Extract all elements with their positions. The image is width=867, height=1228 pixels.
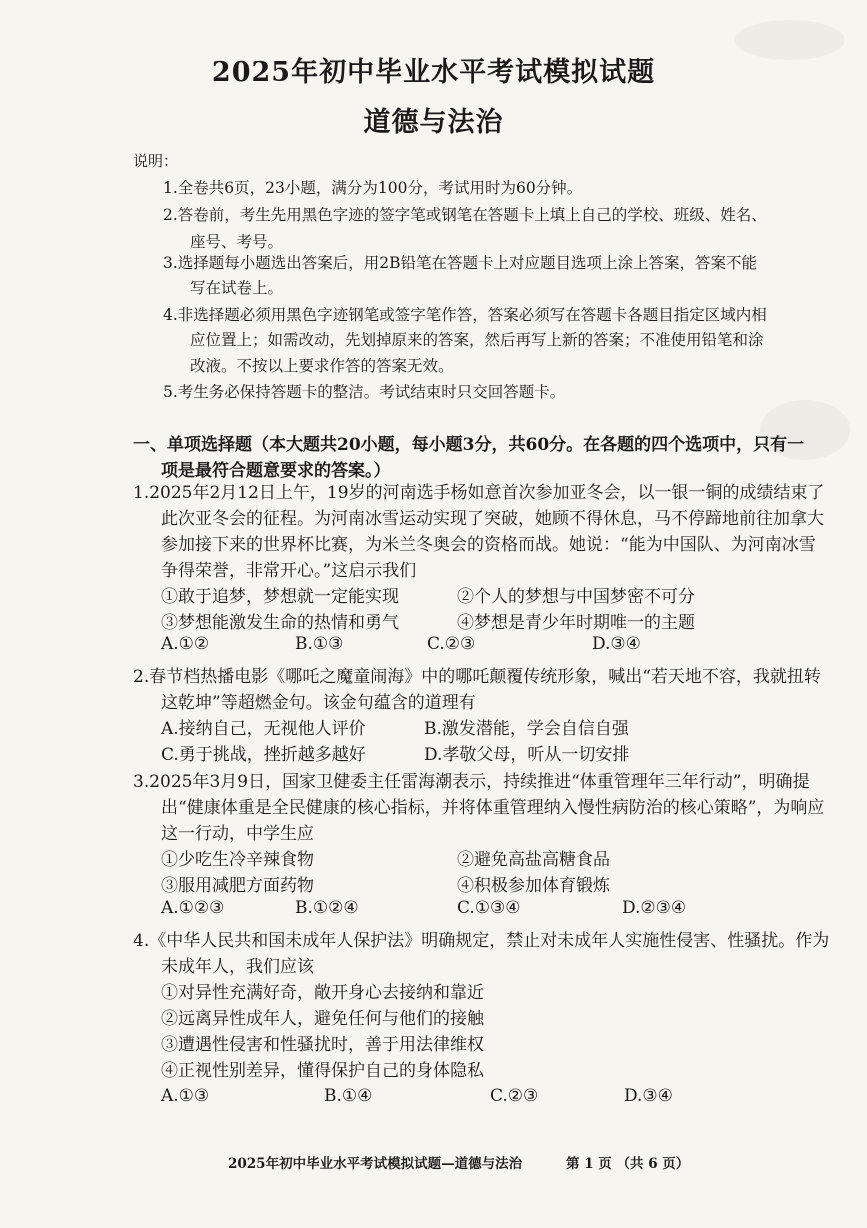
note-item-4: 4.非选择题必须用黑色字迹钢笔或签字笔作答，答案必须写在答题卡各题目指定区域内相	[163, 306, 767, 324]
question-3-choice-d[interactable]: D.②③④	[622, 898, 687, 918]
footer-title: 2025年初中毕业水平考试模拟试题—道德与法治	[228, 1156, 523, 1172]
note-item-4-cont: 应位置上；如需改动，先划掉原来的答案，然后再写上新的答案；不准使用铅笔和涂	[190, 331, 764, 349]
question-1-choice-a[interactable]: A.①②	[161, 634, 210, 654]
page-number: 第 1 页 （共 6 页）	[566, 1156, 690, 1172]
question-4-choice-d[interactable]: D.③④	[624, 1086, 673, 1106]
question-3-statement: ①少吃生冷辛辣食物	[161, 850, 314, 870]
question-1-statement: ③梦想能激发生命的热情和勇气	[161, 613, 399, 633]
question-1-stem: 争得荣誉，非常开心。”这启示我们	[161, 561, 417, 581]
question-4-statement: ①对异性充满好奇，敞开身心去接纳和靠近	[161, 983, 484, 1003]
question-1-stem: 此次亚冬会的征程。为河南冰雪运动实现了突破，她顾不得休息，马不停蹄地前往加拿大	[161, 509, 824, 529]
question-4-statement: ③遭遇性侵害和性骚扰时，善于用法律维权	[161, 1035, 484, 1055]
note-item-5: 5.考生务必保持答题卡的整洁。考试结束时只交回答题卡。	[163, 383, 566, 401]
notes-heading: 说明：	[133, 152, 179, 170]
question-2-choice-d[interactable]: D.孝敬父母，听从一切安排	[424, 745, 630, 765]
question-1-choice-d[interactable]: D.③④	[592, 634, 641, 654]
question-3-statement: ④积极参加体育锻炼	[457, 876, 610, 896]
question-4-choice-b[interactable]: B.①④	[324, 1086, 373, 1106]
question-3-choice-a[interactable]: A.①②③	[161, 898, 225, 918]
note-item-2: 2.答卷前，考生先用黑色字迹的签字笔或钢笔在答题卡上填上自己的学校、班级、姓名、	[163, 206, 767, 224]
question-4-stem: 未成年人，我们应该	[161, 957, 314, 977]
note-item-1: 1.全卷共6页，23小题，满分为100分，考试用时为60分钟。	[163, 179, 583, 197]
note-item-3: 3.选择题每小题选出答案后，用2B铅笔在答题卡上对应题目选项上涂上答案，答案不能	[163, 254, 758, 272]
question-3-statement: ②避免高盐高糖食品	[457, 850, 610, 870]
question-2-stem: 2.春节档热播电影《哪吒之魔童闹海》中的哪吒颠覆传统形象，喊出“若天地不容，我就扭转	[133, 667, 821, 687]
question-4-statement: ④正视性别差异，懂得保护自己的身体隐私	[161, 1061, 484, 1081]
question-3-choice-b[interactable]: B.①②④	[295, 898, 359, 918]
question-1-stem: 1.2025年2月12日上午，19岁的河南选手杨如意首次参加亚冬会，以一银一铜的成绩结束了	[133, 483, 825, 503]
question-1-choice-b[interactable]: B.①③	[295, 634, 344, 654]
question-4-choice-a[interactable]: A.①③	[161, 1086, 210, 1106]
question-2-choice-a[interactable]: A.接纳自己，无视他人评价	[161, 719, 366, 739]
question-1-statement: ④梦想是青少年时期唯一的主题	[457, 613, 695, 633]
question-3-stem: 出“健康体重是全民健康的核心指标，并将体重管理纳入慢性病防治的核心策略”，为响应	[161, 798, 825, 818]
exam-subject: 道德与法治	[363, 107, 504, 138]
question-2-stem: 这乾坤”等超燃金句。该金句蕴含的道理有	[161, 693, 476, 713]
question-1-stem: 参加接下来的世界杯比赛，为米兰冬奥会的资格而战。她说：“能为中国队、为河南冰雪	[161, 535, 816, 555]
question-1-choice-c[interactable]: C.②③	[427, 634, 476, 654]
question-1-statement: ②个人的梦想与中国梦密不可分	[457, 587, 695, 607]
question-4-stem: 4.《中华人民共和国未成年人保护法》明确规定，禁止对未成年人实施性侵害、性骚扰。作为	[133, 931, 830, 951]
question-2-choice-c[interactable]: C.勇于挑战，挫折越多越好	[161, 745, 366, 765]
question-3-choice-c[interactable]: C.①③④	[457, 898, 521, 918]
question-3-statement: ③服用减肥方面药物	[161, 876, 314, 896]
section-heading-cont: 项是最符合题意要求的答案。）	[161, 461, 391, 481]
question-1-statement: ①敢于追梦，梦想就一定能实现	[161, 587, 399, 607]
question-4-statement: ②远离异性成年人，避免任何与他们的接触	[161, 1009, 484, 1029]
question-4-choice-c[interactable]: C.②③	[490, 1086, 539, 1106]
note-item-4-cont: 改液。不按以上要求作答的答案无效。	[190, 357, 454, 375]
exam-title: 2025年初中毕业水平考试模拟试题	[211, 57, 656, 88]
note-item-3-cont: 写在试卷上。	[190, 279, 284, 297]
section-heading: 一、单项选择题（本大题共20小题，每小题3分，共60分。在各题的四个选项中，只有一	[133, 435, 805, 455]
question-3-stem: 3.2025年3月9日，国家卫健委主任雷海潮表示，持续推进“体重管理年三年行动”，明确提	[133, 772, 810, 792]
question-3-stem: 这一行动，中学生应	[161, 824, 314, 844]
question-2-choice-b[interactable]: B.激发潜能，学会自信自强	[424, 719, 629, 739]
note-item-2-cont: 座号、考号。	[190, 233, 284, 251]
